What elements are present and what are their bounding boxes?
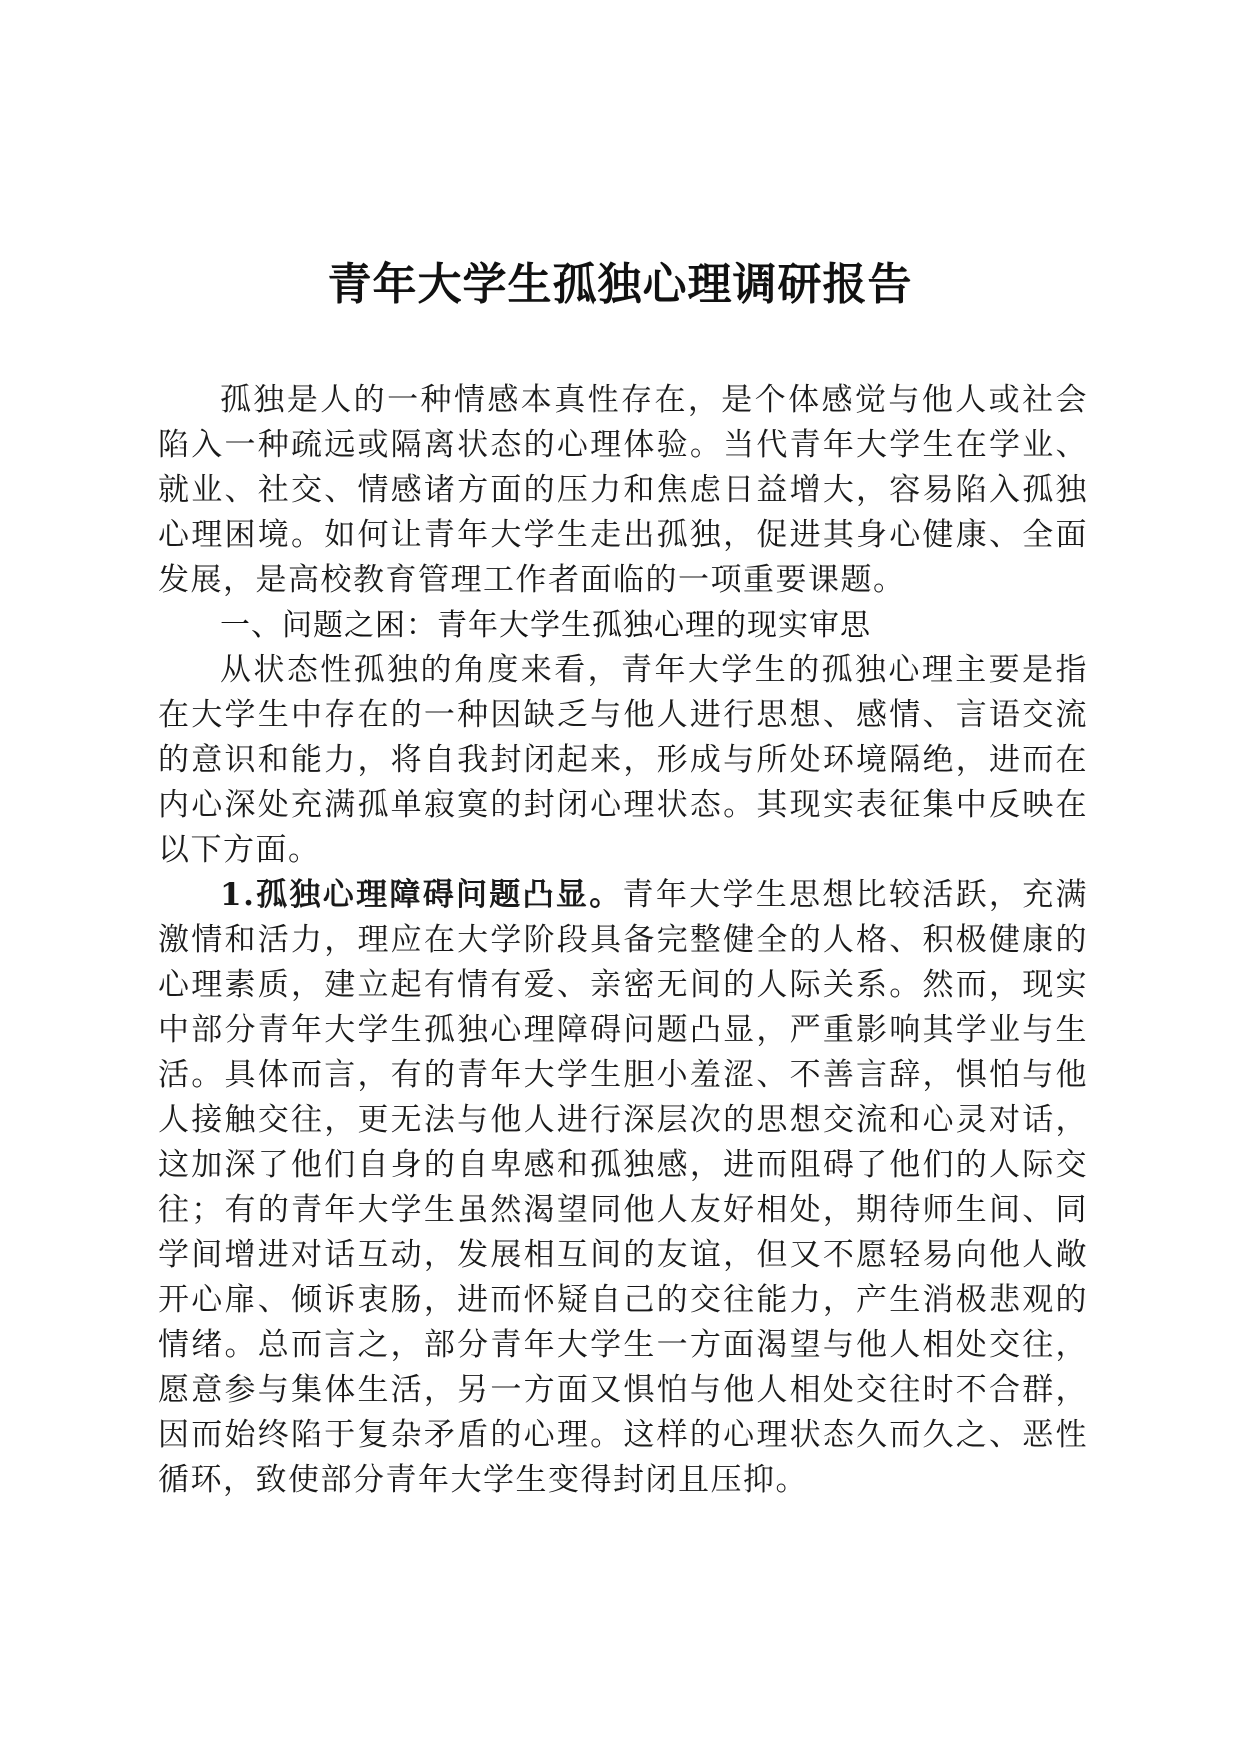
intro-paragraph: 孤独是人的一种情感本真性存在，是个体感觉与他人或社会陷入一种疏远或隔离状态的心理体验。当代青年大学生在学业、就业、社交、情感诸方面的压力和焦虑日益增大，容易陷入孤独心理困境。如何让青年大学生走出孤独，促进其身心健康、全面发展，是高校教育管理工作者面临的一项重要课题。 [158,382,1088,598]
section-heading-1: 一、问题之困：青年大学生孤独心理的现实审思 [220,608,871,643]
section-1-paragraph: 从状态性孤独的角度来看，青年大学生的孤独心理主要是指在大学生中存在的一种因缺乏与他人进行思想、感情、言语交流的意识和能力，将自我封闭起来，形成与所处环境隔绝，进而在内心深处充满孤单寂寞的封闭心理状态。其现实表征集中反映在以下方面。 [158,652,1088,868]
point-1-text: 青年大学生思想比较活跃，充满激情和活力，理应在大学阶段具备完整健全的人格、积极健康的心理素质，建立起有情有爱、亲密无间的人际关系。然而，现实中部分青年大学生孤独心理障碍问题凸显，严重影响其学业与生活。具体而言，有的青年大学生胆小羞涩、不善言辞，惧怕与他人接触交往，更无法与他人进行深层次的思想交流和心灵对话，这加深了他们自身的自卑感和孤独感，进而阻碍了他们的人际交往；有的青年大学生虽然渴望同他人友好相处，期待师生间、同学间增进对话互动，发展相互间的友谊，但又不愿轻易向他人敞开心扉、倾诉衷肠，进而怀疑自己的交往能力，产生消极悲观的情绪。总而言之，部分青年大学生一方面渴望与他人相处交往，愿意参与集体生活，另一方面又惧怕与他人相处交往时不合群，因而始终陷于复杂矛盾的心理。这样的心理状态久而久之、恶性循环，致使部分青年大学生变得封闭且压抑。 [158,877,1088,1498]
document-title: 青年大学生孤独心理调研报告 [327,259,913,310]
document-body [158,378,1088,1503]
point-1-paragraph [158,873,1088,1503]
point-1-lead: 1.孤独心理障碍问题凸显。 [220,877,623,913]
